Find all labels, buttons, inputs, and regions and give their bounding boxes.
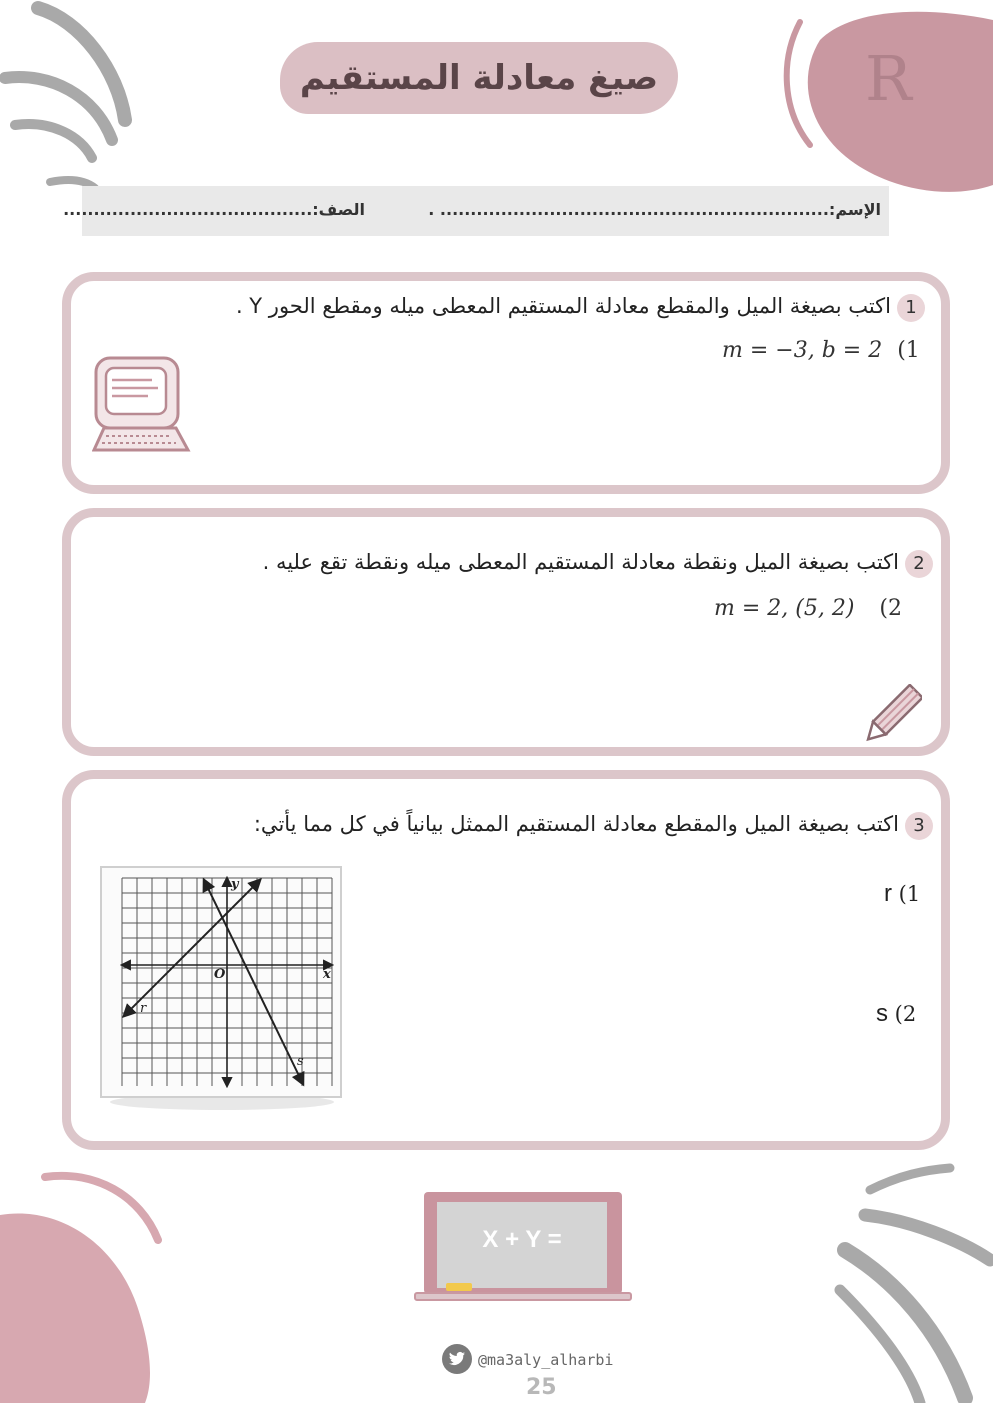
- question-3-part-2: [876, 1000, 916, 1028]
- question-2-number: 2: [905, 550, 933, 578]
- twitter-icon: [441, 1343, 473, 1375]
- chalk-piece: [446, 1283, 472, 1291]
- question-3-part-2-line: s: [876, 1000, 888, 1027]
- line-r-label: r: [140, 1001, 147, 1016]
- question-1-prompt: اكتب بصيغة الميل والمقطع معادلة المستقيم المعطى ميله ومقطع الحور Y .: [235, 294, 891, 318]
- decor-top-left-swooshes: [0, 0, 140, 200]
- class-field-label: الصف:.........................................: [63, 200, 365, 219]
- name-field-label: الإسم:................................................................ .: [428, 200, 881, 219]
- student-info-bar: [63, 186, 889, 236]
- question-3-text: [254, 812, 933, 840]
- question-1-part-1: [722, 338, 920, 363]
- axis-x-label: x: [323, 967, 331, 982]
- question-2-part-1-math: m = 2, (5, 2): [714, 596, 855, 621]
- question-3-part-1-line: r: [884, 880, 892, 907]
- question-1-text: [236, 294, 925, 322]
- question-1-part-1-label: (1: [897, 338, 920, 363]
- chalkboard-text: X + Y =: [482, 1226, 562, 1253]
- question-1-number: 1: [897, 294, 925, 322]
- question-2-part-1-label: (2: [879, 596, 903, 621]
- question-2-prompt: اكتب بصيغة الميل ونقطة معادلة المستقيم المعطى ميله ونقطة تقع عليه .: [262, 550, 899, 574]
- coordinate-graph: [100, 866, 344, 1116]
- question-3-number: 3: [905, 812, 933, 840]
- question-2-card: [62, 508, 950, 756]
- question-3-part-1: [884, 880, 920, 908]
- computer-icon: [92, 354, 192, 460]
- question-3-prompt: اكتب بصيغة الميل والمقطع معادلة المستقيم الممثل بيانياً في كل مما يأتي:: [253, 812, 899, 836]
- origin-label: O: [214, 967, 226, 982]
- question-2-text: [263, 550, 933, 578]
- question-1-part-1-math: m = −3, b = 2: [722, 338, 883, 363]
- question-3-part-1-label: (1: [898, 882, 921, 906]
- axis-y-label: y: [231, 877, 239, 892]
- svg-text:R: R: [865, 42, 912, 115]
- decor-bottom-right-swooshes: [820, 1160, 993, 1403]
- decor-top-right-blob: [770, 0, 993, 200]
- chalkboard-ledge: [414, 1292, 632, 1301]
- social-handle: @ma3aly_alharbi: [478, 1351, 614, 1369]
- line-s-label: s: [297, 1054, 304, 1069]
- page-title: صيغ معادلة المستقيم: [280, 42, 678, 114]
- decor-bottom-left-blob: [0, 1165, 170, 1403]
- question-3-part-2-label: (2: [894, 1002, 917, 1026]
- pencil-icon: [858, 684, 922, 748]
- page-number: 25: [526, 1375, 557, 1400]
- question-2-part-1: [714, 596, 902, 621]
